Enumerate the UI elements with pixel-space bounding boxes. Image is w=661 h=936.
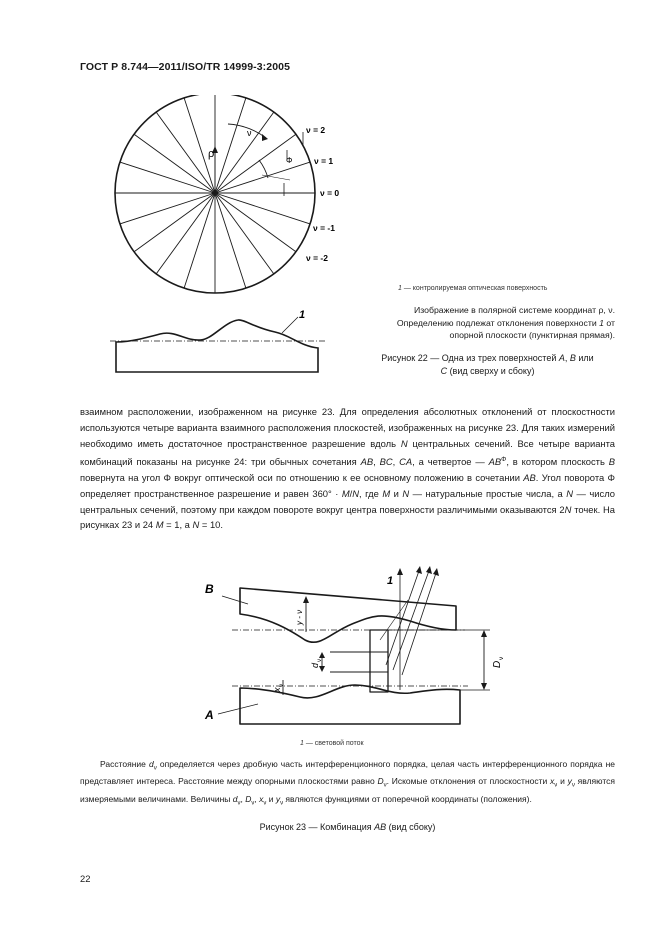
figure-23-diagram (195, 560, 505, 735)
polar-spoke (134, 134, 215, 193)
figure-23-label-1: 1 (387, 575, 394, 587)
polar-spoke (134, 193, 215, 252)
figure-23-legend: 1 — световой поток (300, 740, 364, 747)
svg-text:ν: ν (498, 656, 505, 660)
nu-label-2: ν = 2 (306, 125, 326, 135)
svg-text:d: d (310, 662, 320, 668)
figure-23-notes: Расстояние $d_\nu$ определяется через дробную часть интерференционного порядка, целая часть интерференционного порядка не представляет интереса. Расстояние между опорными плоскостями равно $D_\nu$. Искомые отклонения от плоскостности $x_\nu$ и $y_\nu$ являются измеряемыми величинами. Величины $d_\nu$, $D_\nu$, $x_\nu$ и $y_\nu$ являются функциями от поперечной координаты (положения). (80, 759, 615, 807)
label-Dv (492, 657, 505, 668)
plate-b (240, 588, 456, 642)
svg-text:x: x (272, 687, 282, 692)
body-paragraph: взаимном расположении, изображенном на рисунке 23. Для определения абсолютных отклонений от плоскостности используются четыре варианта взаимного расположения плоскостей, изображенных на рисунке 23. Для таких измерений необходимо иметь достаточное пространственное разрешение вдоль N центральных сечений. Все четыре варианта комбинаций показаны на рисунке 24: три обычных сочетания AB, BC, CA, а четвертое — $AB^\Phi$, в котором плоскость B повернута на угол Φ вокруг оптической оси по отношению к ее основному положению в сочетании AB. Угол поворота Φ определяет пространственное разрешение и равен 360° · M/N, где M и N — натуральные простые числа, а N — число центральных сечений, поэтому при каждом повороте вокруг центра поверхности различимыми оказываются 2N точек. На рисунках 23 и 24 M = 1, а N = 10. (80, 406, 616, 531)
polar-spoke (215, 193, 296, 252)
figure-22-side-profile (100, 305, 330, 377)
svg-text:ν: ν (317, 659, 323, 662)
polar-spoke (156, 112, 215, 193)
figure-22-description: Изображение в полярной системе координат ρ, ν. Определению подлежат отклонения поверхности 1 от опорной плоскости (пунктирная прямая). (396, 305, 615, 340)
label-y-minus-v: y - ν (295, 609, 304, 625)
nu-label-minus-1: ν = -1 (313, 223, 335, 233)
polar-spoke (215, 193, 310, 224)
polar-spoke (120, 193, 215, 224)
polar-spoke (156, 193, 215, 274)
svg-text:D: D (492, 660, 503, 668)
figure-22-polar-diagram (100, 95, 340, 295)
figure-22-caption: Рисунок 22 — Одна из трех поверхностей A, B или C (вид сверху и сбоку) (381, 353, 594, 376)
nu-label-0: ν = 0 (320, 188, 340, 198)
figure-23-label-a: A (205, 708, 214, 722)
page-number: 22 (80, 873, 91, 884)
polar-spoke (120, 162, 215, 193)
phi-symbol: Φ (286, 156, 293, 165)
nu-label-1: ν = 1 (314, 156, 334, 166)
polar-spoke (184, 193, 215, 288)
polar-spoke (215, 193, 246, 288)
polar-spoke (215, 193, 274, 274)
figure-23-caption: Рисунок 23 — Комбинация AB (вид сбоку) (259, 822, 436, 832)
document-header: ГОСТ Р 8.744—2011/ISO/TR 14999-3:2005 (80, 61, 291, 73)
polar-spoke (184, 98, 215, 193)
figure-23-label-b: B (205, 582, 214, 596)
figure-22-legend: 1 — контролируемая оптическая поверхность (398, 285, 548, 292)
polar-spoke (215, 98, 246, 193)
polar-spoke (215, 112, 274, 193)
rho-label: ρ (208, 148, 215, 160)
svg-text:ν: ν (279, 684, 285, 687)
polar-spoke (215, 162, 310, 193)
profile-marker-1: 1 (299, 309, 306, 321)
nu-symbol: ν (247, 128, 252, 138)
nu-label-minus-2: ν = -2 (306, 253, 328, 263)
